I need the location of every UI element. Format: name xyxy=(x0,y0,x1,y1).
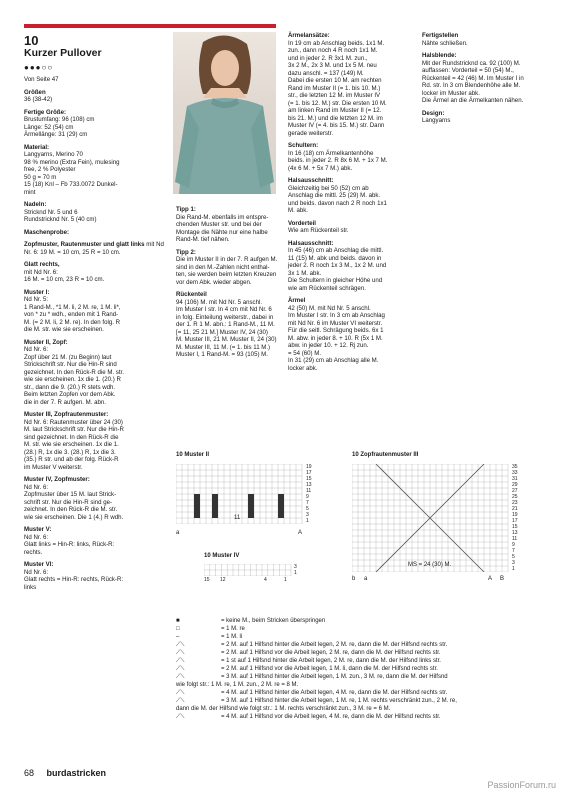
row-number: 3 xyxy=(306,512,309,518)
section-text: 94 (106) M. mit Nd Nr. 5 anschl. Im Muster I str. In 4 cm mit Nd Nr. 6 in folg. Einteilung weiterstr., dabei in der 1. R 1 M. abn.: 1 Rand-M., 11 M. [= 11, 25 21 M.] Muster IV, 24 (30) M. Muster III, 21 M. Muster II, 24 (30) M. Muster III, 11 M. (= 1. bis 11 M.) Muster I, 1 Rand-M. = 93 (105) M. xyxy=(176,298,277,358)
no-stitch-cell xyxy=(248,494,254,500)
chart-muster-iv xyxy=(204,553,324,593)
col1-section xyxy=(24,261,164,284)
row-number: 3 xyxy=(512,560,515,566)
legend-item xyxy=(176,641,457,649)
mark-A: A xyxy=(488,576,493,582)
mark-A: A xyxy=(298,530,303,536)
chart-muster-iii-title: 10 Zopfrautenmuster III xyxy=(352,452,419,458)
section-heading: Material: xyxy=(24,143,50,151)
legend-item xyxy=(176,673,457,689)
column-2 xyxy=(176,206,284,364)
legend-text: = keine M., beim Stricken überspringen xyxy=(221,618,326,624)
chart-muster-iv-title: 10 Muster IV xyxy=(204,553,240,559)
section-text: In 16 (18) cm Ärmelkantenhöhe beids. in jeder 2. R 8x 6 M. + 1x 7 M. (4x 6 M. + 5x 7 M.) abk. xyxy=(288,149,388,172)
legend-item xyxy=(176,625,457,633)
row-number: 25 xyxy=(512,494,518,500)
legend-text: = 3 M. auf 1 Hilfsnd hinter die Arbeit legen, 1 M. zun., 3 M. re, dann die M. der Hilfsnd wie folgt str.: 1 M. re, 1 M. zun., 2 M. re = 8 M. xyxy=(176,674,448,688)
row-number: 15 xyxy=(512,524,518,530)
section-heading: Tipp 2: xyxy=(176,248,196,256)
legend-text: = 2 M. auf 1 Hilfsnd hinter die Arbeit legen, 2 M. re, dann die M. der Hilfsnd rechts str. xyxy=(221,642,448,648)
row-number: 19 xyxy=(512,512,518,518)
legend-symbol: – xyxy=(176,634,180,640)
row-number: 27 xyxy=(512,488,518,494)
section-heading: Muster IV, Zopfmuster: xyxy=(24,476,90,483)
no-stitch-cell xyxy=(212,512,218,518)
section-text: Nd Nr. 6: Glatt rechts = Hin-R: rechts, Rück-R: links xyxy=(24,568,124,591)
section-heading: Halsausschnitt: xyxy=(288,177,334,184)
no-stitch-cell xyxy=(278,506,284,512)
legend-text: = 2 M. auf 1 Hilfsnd vor die Arbeit legen, 1 M. li, dann die M. der Hilfsnd rechts str. xyxy=(221,666,438,672)
row-number: 19 xyxy=(306,464,312,470)
section-text: Nähte schließen. xyxy=(422,39,468,47)
row-number: 1 xyxy=(294,570,297,576)
section-heading: Maschenprobe: xyxy=(24,228,70,236)
watermark: PassionForum.ru xyxy=(487,780,556,790)
no-stitch-cell xyxy=(278,512,284,518)
section-text: Nd Nr. 6: Glatt links = Hin-R: links, Rück-R: rechts. xyxy=(24,533,115,556)
column-4 xyxy=(422,32,544,130)
no-stitch-cell xyxy=(278,494,284,500)
col2-section xyxy=(176,206,284,244)
no-stitch-cell xyxy=(212,506,218,512)
section-heading: Halsblende: xyxy=(422,52,457,59)
section-heading: Nadeln: xyxy=(24,201,47,208)
legend-text: = 1 M. li xyxy=(221,634,243,640)
mark-a: a xyxy=(176,530,180,536)
page-title: Kurzer Pullover xyxy=(24,47,102,59)
section-heading: Tipp 1: xyxy=(176,206,196,213)
section-text: Stricknd Nr. 5 und 6 Rundstricknd Nr. 5 (40 cm) xyxy=(24,208,97,223)
legend-symbol: ⟋⟍ xyxy=(176,650,185,656)
legend-symbol: ⟋⟍ xyxy=(176,714,185,720)
section-heading: Schultern: xyxy=(288,142,319,149)
row-number: 3 xyxy=(294,564,297,570)
col1-section xyxy=(24,476,164,521)
chart-muster-ii-title: 10 Muster II xyxy=(176,452,210,458)
col4-section xyxy=(422,110,544,125)
row-number: 1 xyxy=(306,518,309,524)
legend-item xyxy=(176,617,457,625)
section-text: 42 (50) M. mit Nd Nr. 5 anschl. Im Muster I str. In 3 cm ab Anschlag mit Nd Nr. 6 im Muster VI weiterstr. Für die seitl. Schrägung beids. 6x 1 M. abw. in jeder 8. + 10. R (5x 1 M. abw. in jeder 10. + 12. Rj zun. = 54 (60) M. In 31 (29) cm ab Anschlag alle M. locker abk. xyxy=(288,304,385,372)
row-number: 9 xyxy=(306,494,309,500)
col2-section xyxy=(176,249,284,287)
col-number: 12 xyxy=(220,577,226,583)
row-number: 5 xyxy=(306,506,309,512)
no-stitch-cell xyxy=(248,500,254,506)
legend-text: = 1 st auf 1 Hilfsnd hinter die Arbeit legen, 2 M. re, dann die M. der Hilfsnd links str. xyxy=(221,658,441,664)
col1-section xyxy=(24,109,164,139)
col3-section xyxy=(288,220,406,235)
row-number: 5 xyxy=(512,554,515,560)
legend-text: = 1 M. re xyxy=(221,626,245,632)
mark-11: 11 xyxy=(234,515,241,521)
section-text: Nd Nr. 6: Zopf über 21 M. (zu Beginn) laut Strickschrift str. Nur die Hin-R sind gezeichnet. In den Rück-R die M. str. wie sie erscheinen. 1x die 1. (20.) R str., dann die 9. (20.) R stets wdh. Beim letzten Zopfen vor dem Abk. die in der 7. R aufgen. M. abn. xyxy=(24,346,124,406)
page-number: 68 xyxy=(24,768,35,778)
legend-symbol: ⟋⟍ xyxy=(176,642,185,648)
grid-muster-iv xyxy=(204,564,292,576)
row-number: 35 xyxy=(512,464,518,470)
row-number: 17 xyxy=(512,518,518,524)
col1-section xyxy=(24,561,164,591)
col1-section xyxy=(24,229,164,237)
col1-section xyxy=(24,144,164,197)
pattern-number: 10 xyxy=(24,33,39,48)
section-text: Wie am Rückenteil str. xyxy=(288,227,349,234)
section-heading: Muster III, Zopfrautenmuster: xyxy=(24,411,109,418)
section-heading: Ärmelansätze: xyxy=(288,32,330,39)
section-text: Nd Nr. 6: Rautenmuster über 24 (30) M. laut Strickschrift str. Nur die Hin-R sind gezeichnet. In den Rück-R die M. str. wie sie erscheinen. 1x die 1. (28.) R, 1x die 3. (28.) R, 1x die 3. (35.) R str. und ab der folg. Rück-R im Muster V weiterstr. xyxy=(24,418,124,471)
section-heading: Rückenteil xyxy=(176,291,207,298)
section-heading: Fertigstellen xyxy=(422,32,459,39)
legend-text: = 4 M. auf 1 Hilfsnd vor die Arbeit legen, 4 M. re, dann die M. der Hilfsnd rechts str. xyxy=(221,714,441,720)
footer xyxy=(24,768,106,778)
no-stitch-cell xyxy=(212,494,218,500)
chart-muster-iii xyxy=(352,452,552,592)
col-number: 15 xyxy=(204,577,210,583)
no-stitch-cell xyxy=(194,512,200,518)
section-text: Langyarns, Merino 70 98 % merino (Extra Fein), mulesing free, 2 % Polyester 50 g = 70 m 15 (18) Knl – Fb 733.0072 Dunkel- mint xyxy=(24,151,120,196)
col1-section xyxy=(24,526,164,556)
no-stitch-cell xyxy=(194,506,200,512)
col3-section xyxy=(288,142,406,172)
ms-label: MS = 24 (30) M. xyxy=(408,562,452,568)
no-stitch-cell xyxy=(278,500,284,506)
section-heading: Glatt rechts, xyxy=(24,261,60,268)
column-3 xyxy=(288,32,406,377)
legend-item xyxy=(176,697,457,713)
row-number: 23 xyxy=(512,500,518,506)
legend-item xyxy=(176,657,457,665)
section-text: Gleichzeitig bei 50 (52) cm ab Anschlag die mittl. 25 (29) M. abk. und beids. davon nach 2 R noch 1x1 M. abk. xyxy=(288,184,387,214)
section-text: In 45 (46) cm ab Anschlag die mittl. 11 (15) M. abk und beids. davon in jeder 2. R noch 1x 3 M., 1x 2 M. und 3x 1 M. abk. Die Schultern in gleicher Höhe und wie am Rückenteil schrägen. xyxy=(288,247,387,292)
row-number: 15 xyxy=(306,476,312,482)
row-number: 1 xyxy=(512,566,515,572)
section-heading: Muster V: xyxy=(24,526,52,533)
section-text: mit Nd Nr. 6: 19 M. = 10 cm, 25 R = 10 cm. xyxy=(24,241,164,256)
section-heading: Muster VI: xyxy=(24,561,54,568)
col1-section xyxy=(24,289,164,334)
section-text: In 19 cm ab Anschlag beids. 1x1 M. zun., dann noch 4 R noch 1x1 M. und in jeder 2. R 3x1 M. zun., 3x 2 M., 2x 3 M. und 1x 5 M. neu dazu anschl. = 137 (149) M. Dabei die ersten 10 M. am rechten Rand im Muster II (= 1. bis 10. M.) str., die letzten 12 M. im Muster IV (= 1. bis 12. M.) str. Die ersten 10 M. am linken Rand im Muster II (= 12. bis 21. M.) und die letzten 12 M. im Muster IV (= 4. bis 15. M.) str. Dann gerade weiterstr. xyxy=(288,39,387,137)
brand-logo: burdastricken xyxy=(46,768,107,778)
section-text: Mit der Rundstricknd ca. 92 (100) M. auffassen: Vorderteil = 50 (54) M., Rückenteil = 42 (46) M. Im Muster I in Rd. str. In 3 cm Blendenhöhe alle M. locker im Muster abk. Die Ärmel an die Ärmelkanten nähen. xyxy=(422,59,524,104)
section-text: Die im Muster II in der 7. R aufgen M. sind in den M.-Zahlen nicht enthal- ten, sie werden beim letzten Kreuzen vor dem Abk. wieder abgen. xyxy=(176,256,278,286)
model-illustration xyxy=(173,32,276,194)
row-number: 13 xyxy=(512,530,518,536)
col1-section xyxy=(24,241,164,256)
section-heading: Fertige Größe: xyxy=(24,108,66,116)
col-number: 4 xyxy=(264,577,267,583)
legend-item xyxy=(176,649,457,657)
row-number: 11 xyxy=(512,536,518,542)
difficulty-rating: ●●●○○ xyxy=(24,63,54,72)
section-text: 36 (38-42) xyxy=(24,96,53,103)
title-bar xyxy=(24,24,276,28)
no-stitch-cell xyxy=(212,500,218,506)
section-text: Nd Nr. 6: Zopfmuster über 15 M. laut Strick- schrift str. Nur die Hin-R sind ge- zeichnet. In den Rück-R die M. str. wie sie erscheinen. Die 1 (4.) R wdh. xyxy=(24,483,124,521)
mark-b: b xyxy=(352,576,356,582)
legend-item xyxy=(176,665,457,673)
mark-a: a xyxy=(364,576,368,582)
section-text: mit Nd Nr. 6: 16 M. = 10 cm, 23 R = 10 cm. xyxy=(24,268,105,283)
no-stitch-cell xyxy=(248,512,254,518)
legend-symbol: ⟋⟍ xyxy=(176,666,185,672)
col2-section xyxy=(176,291,284,359)
row-number: 17 xyxy=(306,470,312,476)
grid-muster-iii xyxy=(352,464,510,572)
legend-symbol: ⟋⟍ xyxy=(176,674,185,680)
row-number: 7 xyxy=(306,500,309,506)
col4-section xyxy=(422,32,544,47)
section-heading: Halsausschnitt: xyxy=(288,239,334,247)
legend-item xyxy=(176,633,457,641)
col3-section xyxy=(288,177,406,215)
symbol-legend xyxy=(176,617,457,721)
row-number: 13 xyxy=(306,482,312,488)
col3-section xyxy=(288,240,406,293)
row-number: 9 xyxy=(512,542,515,548)
mark-B: B xyxy=(500,576,505,582)
model-photo xyxy=(173,32,276,194)
row-number: 33 xyxy=(512,470,518,476)
col1-section xyxy=(24,201,164,224)
col1-section xyxy=(24,411,164,471)
legend-symbol: □ xyxy=(176,626,180,632)
legend-symbol: ⟋⟍ xyxy=(176,658,185,664)
legend-item xyxy=(176,713,457,721)
row-number: 7 xyxy=(512,548,515,554)
section-heading: Größen xyxy=(24,88,46,96)
no-stitch-cell xyxy=(194,494,200,500)
no-stitch-cell xyxy=(194,500,200,506)
section-heading: Vorderteil xyxy=(288,219,316,227)
row-number: 29 xyxy=(512,482,518,488)
col1-section xyxy=(24,89,164,104)
column-1 xyxy=(24,76,164,596)
section-text: Brustumfang: 96 (108) cm Länge: 52 (54) cm Ärmellänge: 31 (29) cm xyxy=(24,116,95,138)
legend-item xyxy=(176,689,457,697)
section-heading: Design: xyxy=(422,109,445,117)
col4-section xyxy=(422,52,544,105)
col-number: 1 xyxy=(284,577,287,583)
col1-section xyxy=(24,339,164,407)
col3-section xyxy=(288,297,406,372)
row-number: 11 xyxy=(306,488,312,494)
col3-section xyxy=(288,32,406,137)
row-number: 31 xyxy=(512,476,518,482)
section-text: Langyarns xyxy=(422,117,451,124)
no-stitch-cell xyxy=(248,506,254,512)
chart-muster-ii xyxy=(176,452,326,547)
section-text: Nd Nr. 5: 1 Rand-M., *1 M. li, 2 M. re, 1 M. li*, von * zu * wdh., enden mit 1 Rand- M. (= 2 M. li, 2 M. re). In den folg. R die M. str. wie sie erscheinen. xyxy=(24,296,121,333)
from-page: Von Seite 47 xyxy=(24,76,59,83)
legend-symbol: ■ xyxy=(176,618,180,624)
legend-text: = 3 M. auf 1 Hilfsnd hinter die Arbeit legen, 1 M. re, 1 M. rechts verschränkt zun., 2 M. re, dann die M. der Hilfsnd wie folgt str.: 1 M. rechts verschränkt zun., 3 M. re = 6 M. xyxy=(176,698,457,712)
section-heading: Muster II, Zopf: xyxy=(24,338,68,346)
legend-text: = 4 M. auf 1 Hilfsnd hinter die Arbeit legen, 4 M. re, dann die M. der Hilfsnd rechts str. xyxy=(221,690,448,696)
section-heading: Zopfmuster, Rautenmuster und glatt links xyxy=(24,241,145,248)
section-text: Die Rand-M. ebenfalls im entspre- chenden Muster str. und bei der Montage die Nähte nur eine halbe Rand-M. tief nähen. xyxy=(176,213,269,243)
section-heading: Ärmel xyxy=(288,297,306,304)
legend-symbol: ⟋⟍ xyxy=(176,690,185,696)
row-number: 21 xyxy=(512,506,518,512)
section-heading: Muster I: xyxy=(24,288,50,296)
legend-symbol: ⟋⟍ xyxy=(176,698,185,704)
legend-text: = 2 M. auf 1 Hilfsnd vor die Arbeit legen, 2 M. re, dann die M. der Hilfsnd rechts str. xyxy=(221,650,441,656)
